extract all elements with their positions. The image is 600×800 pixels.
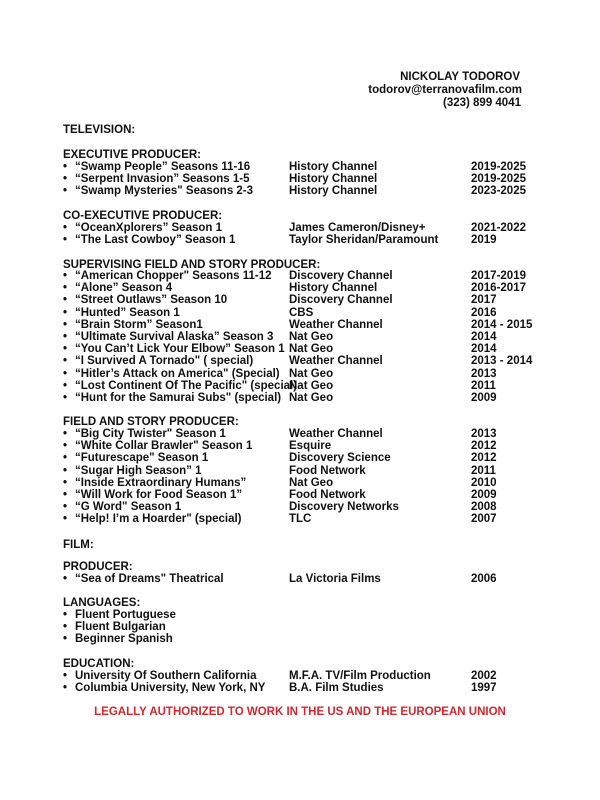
credit-years: 2013 - 2014 (471, 355, 533, 368)
bullet-icon: • (63, 282, 68, 295)
bullet-icon: • (63, 185, 68, 198)
network-name: Nat Geo (289, 379, 334, 392)
credit-years: 2014 - 2015 (471, 318, 533, 331)
show-title: “Street Outlaws” Season 10 (75, 294, 228, 307)
show-title: “G Word" Season 1 (75, 501, 182, 514)
list-item (63, 355, 543, 367)
network-name: Weather Channel (289, 318, 383, 331)
contact-block (368, 71, 522, 110)
bullet-icon: • (63, 355, 68, 368)
list-item (63, 307, 543, 319)
credit-years: 2021-2022 (471, 222, 526, 234)
show-title: “Serpent Invasion” Seasons 1-5 (75, 173, 250, 186)
bullet-icon: • (63, 173, 68, 186)
television-heading: TELEVISION: (63, 124, 136, 136)
bullet-icon: • (63, 609, 68, 621)
show-title: “Alone” Season 4 (75, 282, 173, 295)
list-item (63, 343, 543, 355)
show-title: “Sea of Dreams" Theatrical (75, 573, 224, 585)
credit-years: 2016-2017 (471, 282, 526, 295)
list-item (63, 185, 543, 197)
item-text: Fluent Bulgarian (75, 621, 166, 634)
show-title: “Swamp People” Seasons 11-16 (75, 161, 251, 173)
network-name: James Cameron/Disney+ (289, 222, 426, 234)
bullet-icon: • (63, 670, 68, 682)
show-title: “OceanXplorers” Season 1 (75, 222, 223, 234)
network-name: Discovery Science (289, 452, 391, 465)
bullet-icon: • (63, 452, 68, 465)
bullet-icon: • (63, 222, 68, 234)
list-item (63, 173, 543, 185)
bullet-icon: • (63, 573, 68, 585)
list-item (63, 161, 543, 173)
bullet-icon: • (63, 501, 68, 514)
show-title: “Brain Storm” Season1 (75, 318, 203, 331)
list-item (63, 452, 543, 464)
bullet-icon: • (63, 318, 68, 331)
credit-years: 2009 (471, 489, 497, 501)
languages-heading: LANGUAGES: (63, 597, 141, 609)
network-name: History Channel (289, 161, 378, 173)
credit-years: 2009 (471, 392, 497, 404)
list-item (63, 282, 543, 294)
list-item (63, 380, 543, 392)
network-name: Discovery Networks (289, 501, 399, 514)
show-title: “Hitler’s Attack on America" (Special) (75, 367, 280, 380)
phone-number: (323) 899 4041 (442, 97, 521, 109)
bullet-icon: • (63, 367, 68, 380)
list-item (63, 440, 543, 452)
credit-years: 2017 (471, 294, 497, 307)
list-item (63, 477, 543, 489)
work-authorization-notice: LEGALLY AUTHORIZED TO WORK IN THE US AND THE EUROPEAN UNION (94, 706, 506, 718)
school-name: University Of Southern California (75, 670, 257, 682)
credit-years: 2017-2019 (471, 270, 526, 282)
list-item (63, 682, 543, 694)
degree-name: M.F.A. TV/Film Production (289, 670, 431, 682)
network-name: CBS (289, 306, 314, 319)
list-item (63, 621, 543, 633)
bullet-icon: • (63, 234, 68, 247)
bullet-icon: • (63, 306, 68, 319)
network-name: Discovery Channel (289, 294, 393, 307)
list-item (63, 633, 543, 645)
field-producer-heading: FIELD AND STORY PRODUCER: (63, 416, 239, 428)
item-text: Fluent Portuguese (75, 609, 176, 621)
list-item (63, 368, 543, 380)
credit-years: 2014 (471, 331, 497, 343)
show-title: “Swamp Mysteries" Seasons 2-3 (75, 185, 254, 198)
network-name: TLC (289, 513, 312, 526)
show-title: “Inside Extraordinary Humans” (75, 476, 247, 489)
film-heading: FILM: (63, 539, 94, 551)
show-title: “The Last Cowboy” Season 1 (75, 234, 236, 247)
network-name: Nat Geo (289, 343, 334, 356)
list-item (63, 222, 543, 234)
bullet-icon: • (63, 270, 68, 282)
network-name: Nat Geo (289, 331, 334, 343)
network-name: Nat Geo (289, 476, 334, 489)
bullet-icon: • (63, 513, 68, 526)
list-item (63, 489, 543, 501)
list-item (63, 392, 543, 404)
credit-years: 2011 (471, 379, 496, 392)
bullet-icon: • (63, 621, 68, 634)
bullet-icon: • (63, 331, 68, 343)
network-name: Food Network (289, 464, 366, 477)
credit-years: 2014 (471, 343, 497, 356)
credit-years: 2012 (471, 452, 497, 465)
show-title: “White Collar Brawler" Season 1 (75, 440, 253, 453)
executive-producer-heading: EXECUTIVE PRODUCER: (63, 149, 202, 161)
show-title: “Hunted” Season 1 (75, 306, 180, 319)
network-name: History Channel (289, 173, 378, 186)
network-name: Discovery Channel (289, 270, 393, 282)
bullet-icon: • (63, 392, 68, 404)
email-link[interactable]: todorov@terranovafilm.com (368, 84, 522, 96)
item-text: Beginner Spanish (75, 633, 173, 646)
credit-years: 2016 (471, 306, 497, 319)
list-item (63, 331, 543, 343)
network-name: Weather Channel (289, 355, 383, 368)
list-item (63, 294, 543, 306)
network-name: Food Network (289, 489, 366, 501)
credit-years: 2019 (471, 234, 497, 247)
network-name: La Victoria Films (289, 573, 381, 585)
school-name: Columbia University, New York, NY (75, 682, 266, 695)
list-item (63, 270, 543, 282)
network-name: Nat Geo (289, 392, 334, 404)
bullet-icon: • (63, 464, 68, 477)
credit-years: 2013 (471, 428, 497, 440)
bullet-icon: • (63, 343, 68, 356)
network-name: Nat Geo (289, 367, 334, 380)
network-name: Taylor Sheridan/Paramount (289, 234, 439, 247)
bullet-icon: • (63, 682, 68, 695)
credit-years: 2011 (471, 464, 496, 477)
bullet-icon: • (63, 428, 68, 440)
producer-heading: PRODUCER: (63, 561, 133, 573)
list-item (63, 609, 543, 621)
show-title: “American Chopper" Seasons 11-12 (75, 270, 272, 282)
bullet-icon: • (63, 476, 68, 489)
list-item (63, 573, 543, 585)
graduation-year: 1997 (471, 682, 497, 695)
credit-years: 2019-2025 (471, 173, 526, 186)
credit-years: 2008 (471, 501, 497, 514)
bullet-icon: • (63, 379, 68, 392)
bullet-icon: • (63, 440, 68, 453)
credit-years: 2023-2025 (471, 185, 526, 198)
network-name: History Channel (289, 282, 378, 295)
show-title: “You Can’t Lick Your Elbow” Season 1 (75, 343, 285, 356)
credit-years: 2013 (471, 367, 497, 380)
education-heading: EDUCATION: (63, 658, 135, 670)
graduation-year: 2002 (471, 670, 497, 682)
list-item (63, 465, 543, 477)
co-executive-producer-heading: CO-EXECUTIVE PRODUCER: (63, 210, 223, 222)
network-name: Esquire (289, 440, 332, 453)
show-title: “I Survived A Tornado" ( special) (75, 355, 254, 368)
show-title: “Sugar High Season” 1 (75, 464, 202, 477)
network-name: History Channel (289, 185, 378, 198)
list-item (63, 428, 543, 440)
credit-years: 2019-2025 (471, 161, 526, 173)
bullet-icon: • (63, 294, 68, 307)
list-item (63, 234, 543, 246)
network-name: Weather Channel (289, 428, 383, 440)
degree-name: B.A. Film Studies (289, 682, 384, 695)
supervising-producer-heading: SUPERVISING FIELD AND STORY PRODUCER: (63, 259, 321, 271)
list-item (63, 513, 543, 525)
bullet-icon: • (63, 161, 68, 173)
show-title: “Big City Twister" Season 1 (75, 428, 226, 440)
list-item (63, 501, 543, 513)
show-title: “Will Work for Food Season 1” (75, 489, 243, 501)
show-title: “Lost Continent Of The Pacific" (special) (75, 379, 298, 392)
bullet-icon: • (63, 489, 68, 501)
show-title: “Ultimate Survival Alaska” Season 3 (75, 331, 274, 343)
credit-years: 2012 (471, 440, 497, 453)
list-item (63, 319, 543, 331)
bullet-icon: • (63, 633, 68, 646)
show-title: “Futurescape" Season 1 (75, 452, 209, 465)
person-name: NICKOLAY TODOROV (400, 71, 520, 83)
credit-years: 2007 (471, 513, 497, 526)
credit-years: 2010 (471, 476, 497, 489)
list-item (63, 670, 543, 682)
credit-years: 2006 (471, 573, 497, 585)
show-title: “Hunt for the Samurai Subs" (special) (75, 392, 282, 404)
show-title: “Help! I’m a Hoarder" (special) (75, 513, 242, 526)
